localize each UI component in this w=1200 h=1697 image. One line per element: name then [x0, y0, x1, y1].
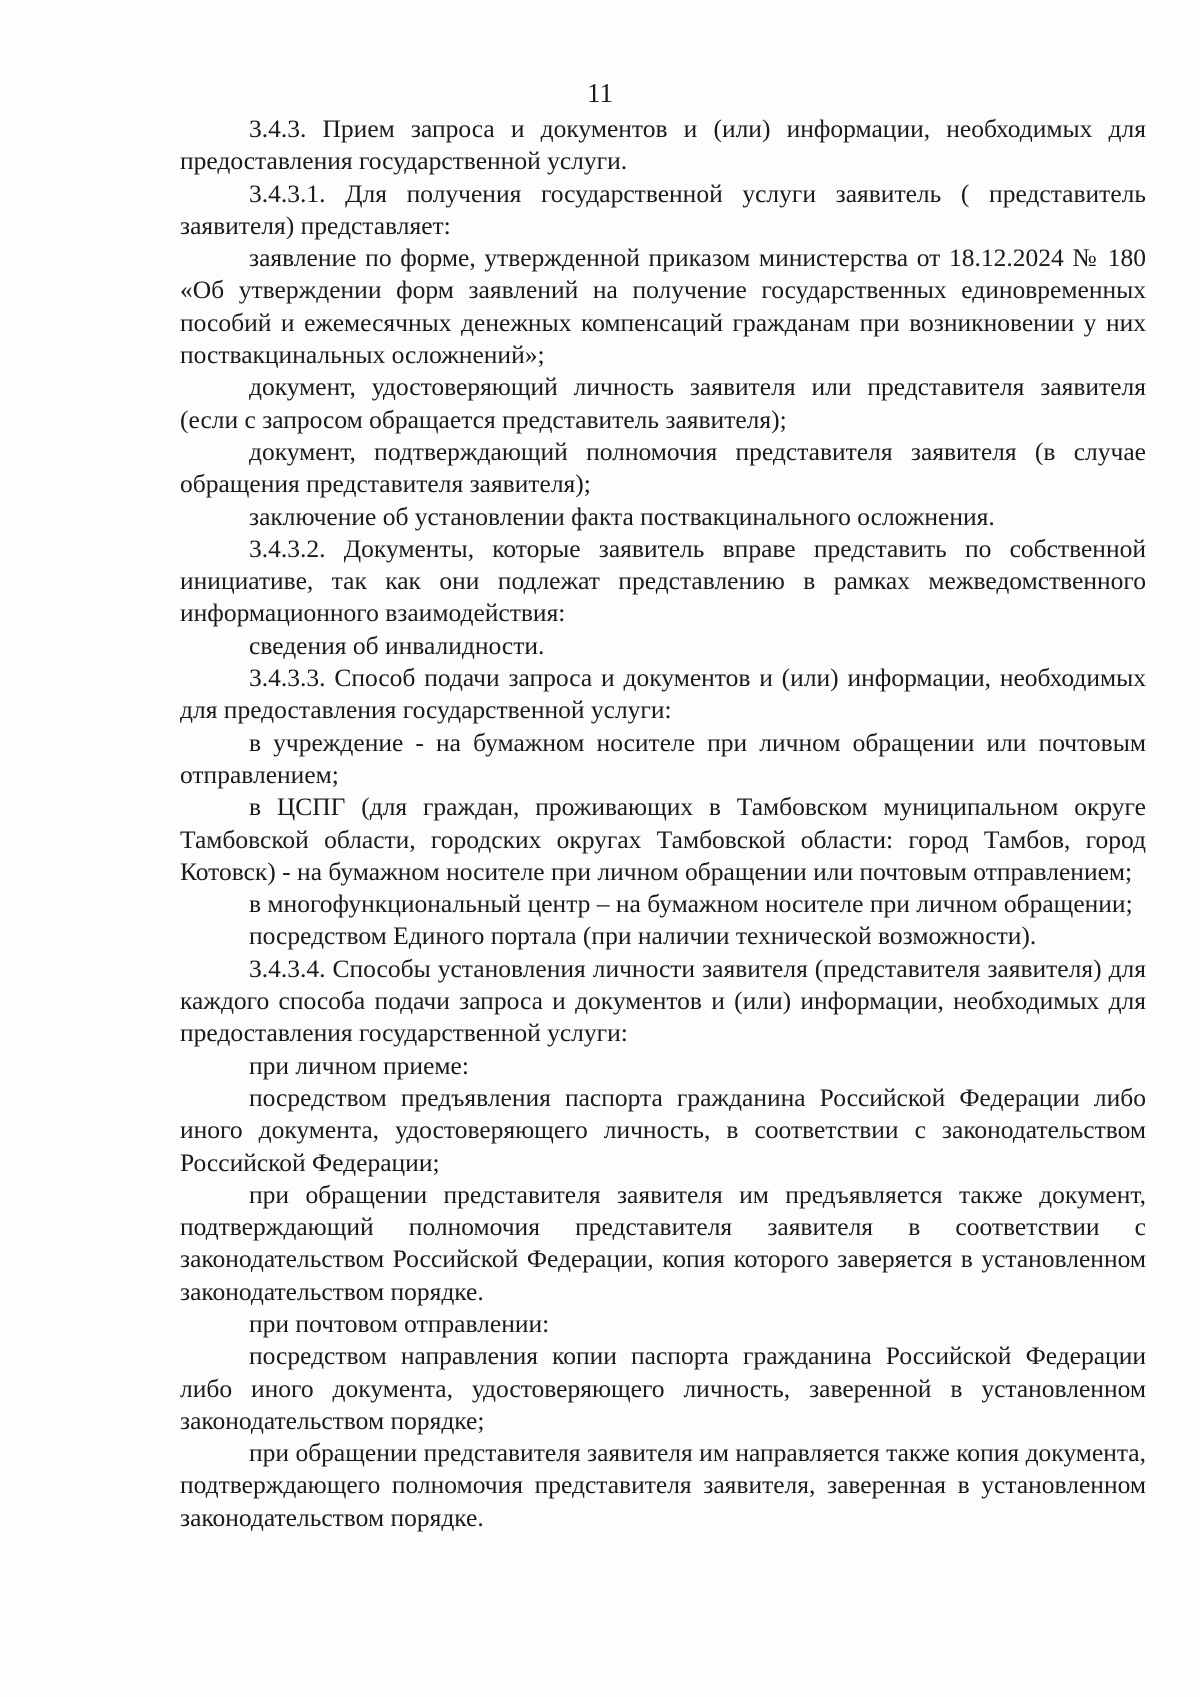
paragraph-3-4-3-4: 3.4.3.4. Способы установления личности заявителя (представителя заявителя) для каждого способа подачи запроса и документов и (или) информации, необходимых для предоставления государственной услуги: [180, 953, 1146, 1048]
paragraph-representative-presentation: при обращении представителя заявителя им предъявляется также документ, подтверждающий полномочия представителя заявителя в соответствии с законодательством Российской Федерации, копия которого заверяется в установленном законодательством порядке. [180, 1179, 1146, 1306]
paragraph-institution: в учреждение - на бумажном носителе при личном обращении или почтовым отправлением; [180, 727, 1146, 789]
paragraph-cspg: в ЦСПГ (для граждан, проживающих в Тамбовском муниципальном округе Тамбовской области, городских округах Тамбовской области: город Тамбов, город Котовск) - на бумажном носителе при личном обращении или почтовым отправлением; [180, 792, 1146, 886]
paragraph-disability-info: сведения об инвалидности. [249, 630, 545, 660]
paragraph-authority-document: документ, подтверждающий полномочия представителя заявителя (в случае обращения представителя заявителя); [180, 436, 1146, 499]
paragraph-passport-presentation: посредством предъявления паспорта гражданина Российской Федерации либо иного документа, удостоверяющего личность, в соответствии с законодательством Российской Федерации; [180, 1082, 1146, 1177]
paragraph-3-4-3-1: 3.4.3.1. Для получения государственной услуги заявитель ( представитель заявителя) представляет: [180, 178, 1146, 240]
paragraph-passport-copy: посредством направления копии паспорта гражданина Российской Федерации либо иного документа, удостоверяющего личность, заверенной в установленном законодательством порядке; [180, 1341, 1146, 1435]
page-number: 11 [587, 78, 613, 108]
paragraph-representative-copy: при обращении представителя заявителя им направляется также копия документа, подтверждающего полномочия представителя заявителя, заверенная в установленном законодательством порядке. [180, 1438, 1146, 1532]
paragraph-3-4-3-3: 3.4.3.3. Способ подачи запроса и документов и (или) информации, необходимых для предоставления государственной услуги: [180, 663, 1146, 725]
paragraph-postal-delivery: при почтовом отправлении: [249, 1308, 550, 1338]
paragraph-application-form: заявление по форме, утвержденной приказом министерства от 18.12.2024 № 180 «Об утверждении форм заявлений на получение государственных единовременных пособий и ежемесячных денежных компенсаций гражданам при возникновении у них поствакцинальных осложнений»; [180, 243, 1146, 370]
paragraph-conclusion: заключение об установлении факта поствакцинального осложнения. [249, 501, 995, 531]
paragraph-3-4-3-2: 3.4.3.2. Документы, которые заявитель вправе представить по собственной инициативе, так как они подлежат представлению в рамках межведомственного информационного взаимодействия: [180, 533, 1146, 628]
paragraph-identity-document: документ, удостоверяющий личность заявителя или представителя заявителя (если с запросом обращается представитель заявителя); [180, 372, 1146, 434]
paragraph-mfc: в многофункциональный центр – на бумажном носителе при личном обращении; [249, 889, 1133, 919]
paragraph-personal-reception: при личном приеме: [249, 1050, 469, 1080]
paragraph-unified-portal: посредством Единого портала (при наличии технической возможности). [249, 921, 1037, 951]
document-body [180, 113, 1146, 1534]
paragraph-3-4-3: 3.4.3. Прием запроса и документов и (или) информации, необходимых для предоставления государственной услуги. [180, 114, 1146, 176]
